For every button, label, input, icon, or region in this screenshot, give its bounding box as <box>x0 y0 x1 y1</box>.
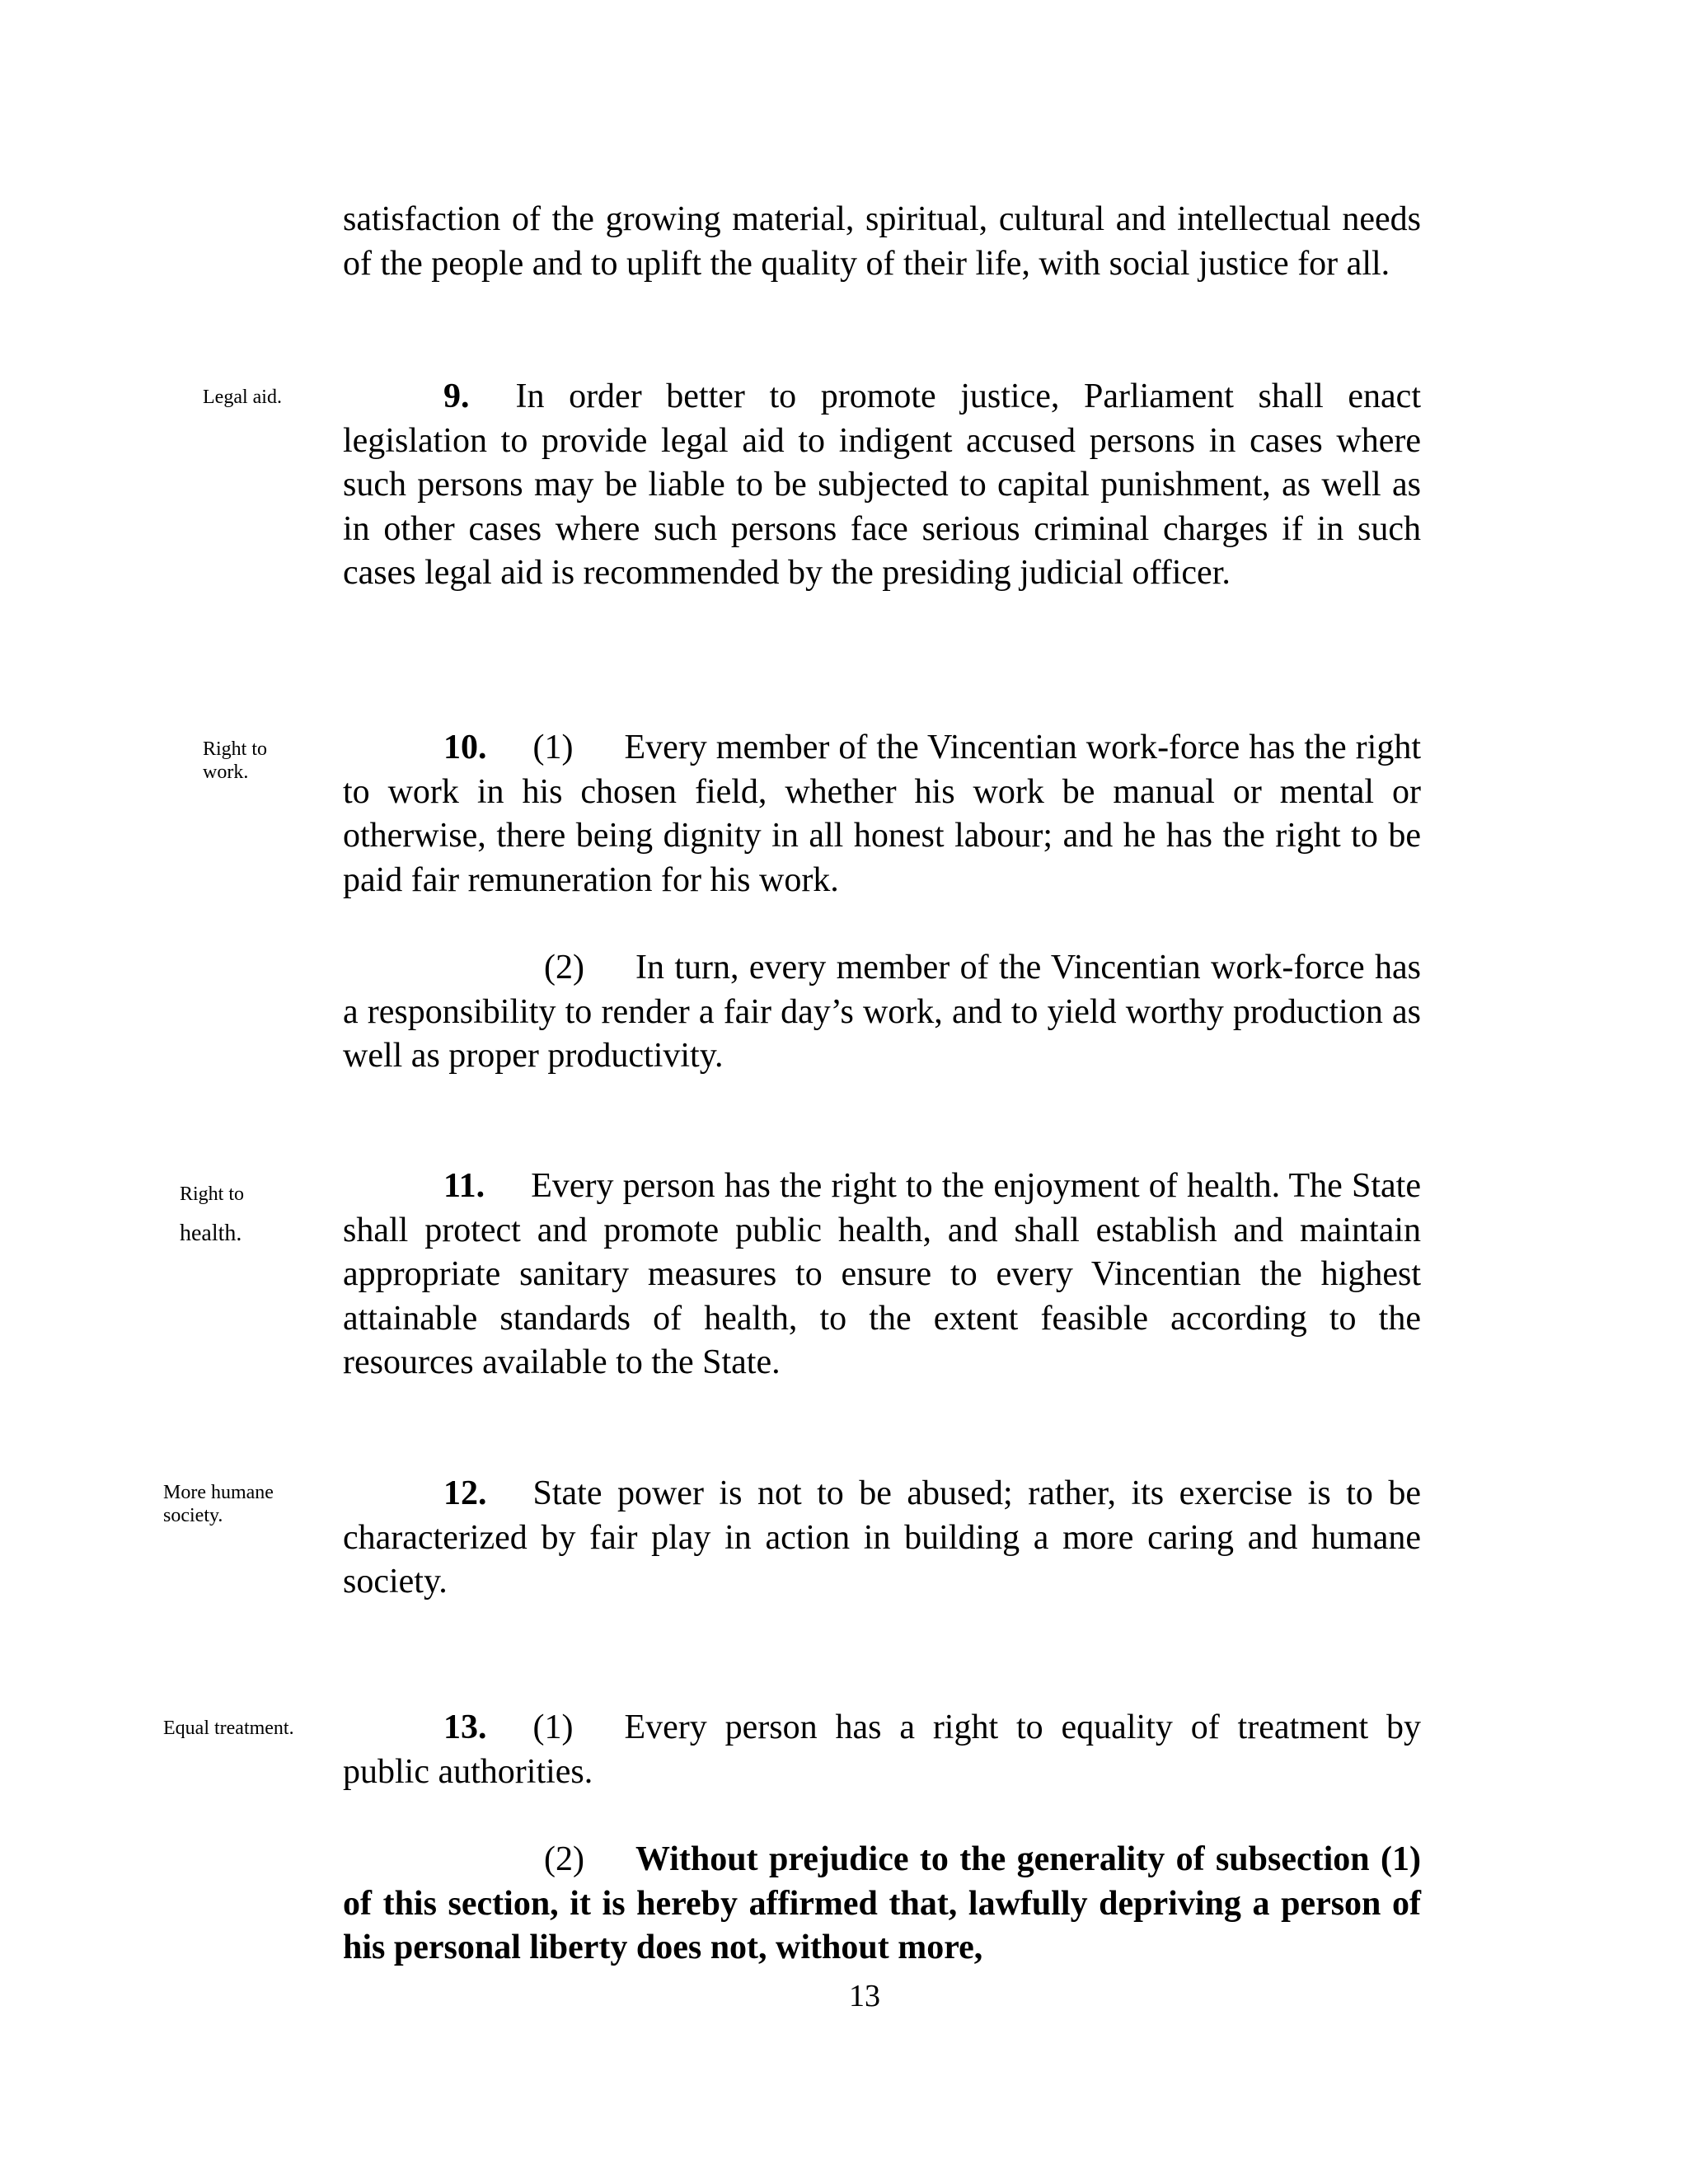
subsection-label: (1) <box>532 1708 574 1746</box>
subsection-label: (2) <box>544 1840 584 1878</box>
continuation-text: satisfaction of the growing material, spiritual, cultural and intellectual needs of the people and to uplift the quality of their life, with social justice for all. <box>343 200 1421 283</box>
section-11-paragraph <box>343 1165 1421 1385</box>
section-number: 10. <box>443 729 487 766</box>
section-13-subsection-2 <box>343 1838 1421 1971</box>
subsection-text: Without prejudice to the generality of subsection (1) of this section, it is hereby affirmed that, lawfully depriving a person of his personal liberty does not, without more, <box>343 1840 1421 1966</box>
section-text: In order better to promote justice, Parliament shall enact legislation to provide legal aid to indigent accused persons in cases where such persons may be liable to be subjected to capital punishment, as well as in other cases where such persons face serious criminal charges if in such cases legal aid is recommended by the presiding judicial officer. <box>343 377 1421 592</box>
subsection-text: Every person has a right to equality of treatment by public authorities. <box>343 1708 1421 1791</box>
subsection-text: Every member of the Vincentian work-force has the right to work in his chosen field, whether his work be manual or mental or otherwise, there being dignity in all honest labour; and he has the right to be paid fair remuneration for his work. <box>343 729 1421 899</box>
margin-note-line-2: society. <box>163 1505 223 1526</box>
section-text: Every person has the right to the enjoyment of health. The State shall protect and promote public health, and shall establish and maintain appropriate sanitary measures to ensure to every Vincentian the highest attainable standards of health, to the extent feasible according to the resources available to the State. <box>343 1167 1421 1381</box>
margin-note-equal-treatment <box>163 1717 328 1740</box>
margin-note-text: Equal treatment. <box>163 1718 294 1739</box>
section-9 <box>343 375 1421 596</box>
subsection-text: In turn, every member of the Vincentian work-force has a responsibility to render a fair day’s work, and to yield worthy production as well as proper productivity. <box>343 949 1421 1075</box>
section-10-subsection-1 <box>343 726 1421 902</box>
margin-note-line-1: Right to <box>203 738 268 760</box>
section-number: 13. <box>443 1708 487 1746</box>
continuation-paragraph <box>343 198 1421 286</box>
section-number: 11. <box>443 1167 485 1205</box>
margin-note-text: Legal aid. <box>203 387 282 408</box>
section-11 <box>343 1165 1421 1385</box>
section-number: 12. <box>443 1474 487 1512</box>
margin-note-right-to-work <box>203 738 343 784</box>
section-10-subsection-2 <box>343 946 1421 1079</box>
margin-note-line-2: work. <box>203 762 249 783</box>
section-10 <box>343 726 1421 1079</box>
margin-note-line-2: health. <box>180 1221 242 1246</box>
page-number: 13 <box>849 1979 880 2013</box>
subsection-label: (2) <box>544 949 584 987</box>
margin-note-right-to-health <box>180 1174 320 1254</box>
margin-note-line-1: More humane <box>163 1482 274 1503</box>
section-13 <box>343 1706 1421 1971</box>
margin-note-line-1: Right to <box>180 1183 245 1205</box>
section-13-subsection-1 <box>343 1706 1421 1794</box>
section-12 <box>343 1472 1421 1605</box>
section-9-paragraph <box>343 375 1421 596</box>
margin-note-more-humane-society <box>163 1481 303 1527</box>
section-text: State power is not to be abused; rather, its exercise is to be characterized by fair play in action in building a more caring and humane society. <box>343 1474 1421 1601</box>
section-number: 9. <box>443 377 470 415</box>
section-12-paragraph <box>343 1472 1421 1605</box>
margin-note-legal-aid <box>203 386 343 409</box>
subsection-label: (1) <box>532 729 574 766</box>
